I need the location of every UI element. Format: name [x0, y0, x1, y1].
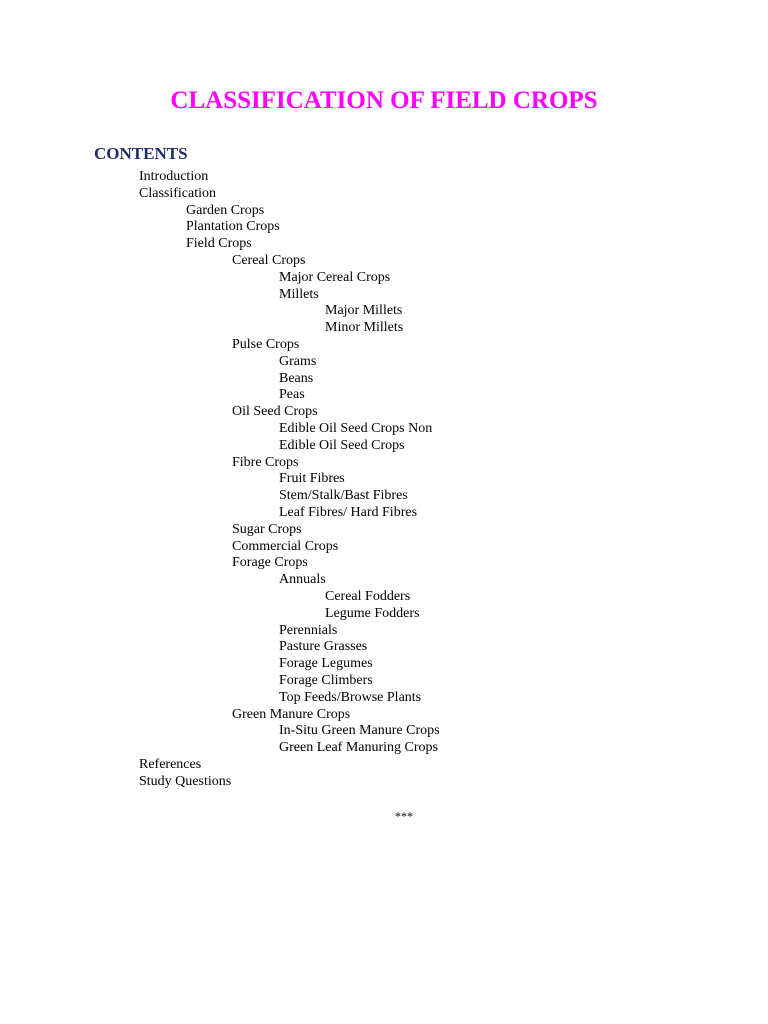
toc-item: Major Cereal Crops — [279, 269, 391, 285]
toc-item: Cereal Fodders — [325, 588, 411, 604]
table-of-contents — [0, 169, 768, 790]
toc-item: Edible Oil Seed Crops — [279, 437, 405, 453]
toc-item: Sugar Crops — [232, 521, 302, 537]
toc-item: Cereal Crops — [232, 252, 306, 268]
toc-item: Grams — [279, 353, 317, 369]
toc-item: Forage Crops — [232, 555, 308, 571]
toc-item: Beans — [279, 370, 314, 386]
toc-item: Major Millets — [325, 303, 403, 319]
toc-item: Oil Seed Crops — [232, 404, 318, 420]
toc-item: Peas — [279, 387, 305, 403]
contents-heading: CONTENTS — [94, 144, 188, 163]
toc-item: Edible Oil Seed Crops Non — [279, 420, 433, 436]
toc-item: Leaf Fibres/ Hard Fibres — [279, 504, 418, 520]
toc-item: Pulse Crops — [232, 336, 300, 352]
toc-item: Study Questions — [139, 773, 232, 789]
toc-item: Commercial Crops — [232, 538, 339, 554]
toc-item: Field Crops — [186, 236, 252, 252]
toc-item: Green Manure Crops — [232, 706, 351, 722]
toc-item: Legume Fodders — [325, 605, 420, 621]
toc-item: Annuals — [279, 572, 326, 588]
toc-item: Classification — [139, 185, 216, 201]
toc-item: Minor Millets — [325, 320, 404, 336]
toc-item: In-Situ Green Manure Crops — [279, 723, 440, 739]
page-title: CLASSIFICATION OF FIELD CROPS — [170, 87, 598, 114]
toc-item: Perennials — [279, 622, 338, 638]
toc-item: Pasture Grasses — [279, 639, 368, 655]
toc-item: Green Leaf Manuring Crops — [279, 740, 439, 756]
toc-item: Forage Legumes — [279, 656, 373, 672]
toc-item: Plantation Crops — [186, 219, 280, 235]
toc-item: Garden Crops — [186, 202, 265, 218]
toc-item: Fibre Crops — [232, 454, 299, 470]
toc-item: Top Feeds/Browse Plants — [279, 689, 422, 705]
toc-item: Forage Climbers — [279, 672, 373, 688]
toc-item: References — [139, 756, 202, 772]
toc-item: Millets — [279, 286, 319, 302]
end-mark: *** — [395, 809, 413, 823]
toc-item: Fruit Fibres — [279, 471, 345, 487]
toc-item: Stem/Stalk/Bast Fibres — [279, 488, 408, 504]
toc-item: Introduction — [139, 169, 209, 184]
